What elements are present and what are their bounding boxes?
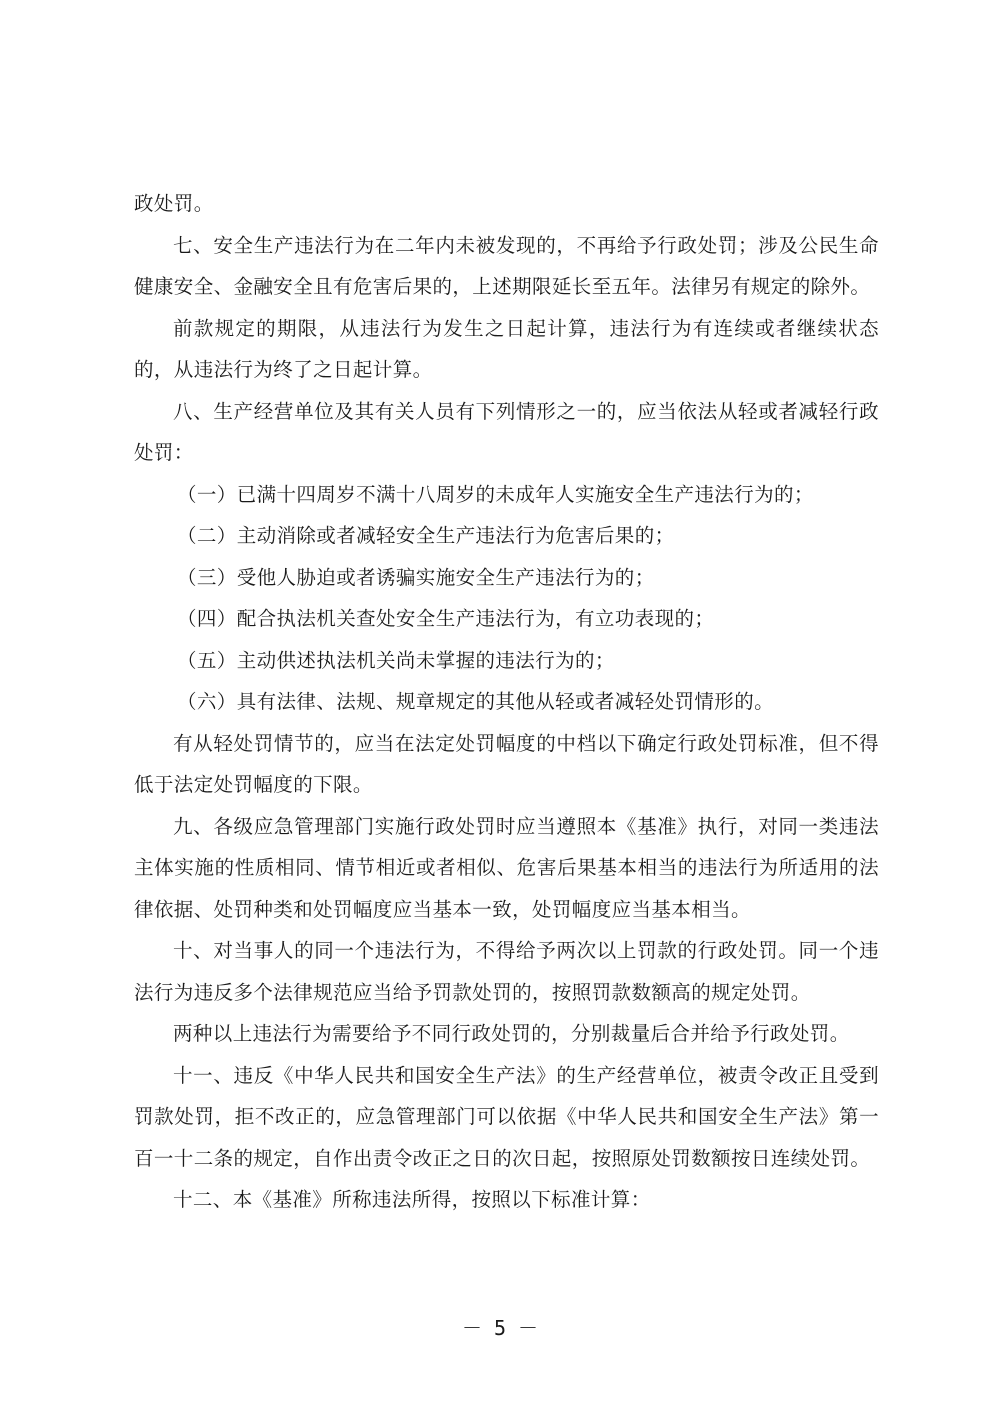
paragraph-article-10: 十、对当事人的同一个违法行为，不得给予两次以上罚款的行政处罚。同一个违法行为违反多个法律规范应当给予罚款处罚的，按照罚款数额高的规定处罚。	[134, 939, 879, 1004]
body-text	[134, 183, 879, 1221]
list-item: （四）配合执法机关查处安全生产违法行为，有立功表现的；	[177, 607, 715, 630]
list-item: （三）受他人胁迫或者诱骗实施安全生产违法行为的；	[177, 565, 655, 589]
list-item: （六）具有法律、法规、规章规定的其他从轻或者减轻处罚情形的。	[177, 690, 775, 713]
paragraph-article-8: 八、生产经营单位及其有关人员有下列情形之一的，应当依法从轻或者减轻行政处罚：	[134, 399, 879, 464]
list-item: （一）已满十四周岁不满十八周岁的未成年人实施安全生产违法行为的；	[177, 482, 814, 506]
paragraph-article-7-period: 前款规定的期限，从违法行为发生之日起计算，违法行为有连续或者继续状态的，从违法行为终了之日起计算。	[134, 316, 879, 381]
list-item: （五）主动供述执法机关尚未掌握的违法行为的；	[177, 648, 615, 672]
paragraph-lighter-penalty: 有从轻处罚情节的，应当在法定处罚幅度的中档以下确定行政处罚标准，但不得低于法定处罚幅度的下限。	[134, 731, 879, 796]
paragraph-continuation: 政处罚。	[134, 192, 214, 215]
paragraph-article-7: 七、安全生产违法行为在二年内未被发现的，不再给予行政处罚；涉及公民生命健康安全、金融安全且有危害后果的，上述期限延长至五年。法律另有规定的除外。	[134, 233, 879, 298]
paragraph-article-9: 九、各级应急管理部门实施行政处罚时应当遵照本《基准》执行，对同一类违法主体实施的性质相同、情节相近或者相似、危害后果基本相当的违法行为所适用的法律依据、处罚种类和处罚幅度应当基本一致，处罚幅度应当基本相当。	[134, 814, 879, 921]
page-number: － 5 －	[461, 1316, 539, 1340]
paragraph-article-11: 十一、违反《中华人民共和国安全生产法》的生产经营单位，被责令改正且受到罚款处罚，拒不改正的，应急管理部门可以依据《中华人民共和国安全生产法》第一百一十二条的规定，自作出责令改正之日的次日起，按照原处罚数额按日连续处罚。	[134, 1063, 879, 1170]
list-item: （二）主动消除或者减轻安全生产违法行为危害后果的；	[177, 524, 675, 547]
paragraph-article-10-combined: 两种以上违法行为需要给予不同行政处罚的，分别裁量后合并给予行政处罚。	[173, 1022, 850, 1045]
paragraph-article-12: 十二、本《基准》所称违法所得，按照以下标准计算：	[173, 1188, 651, 1211]
